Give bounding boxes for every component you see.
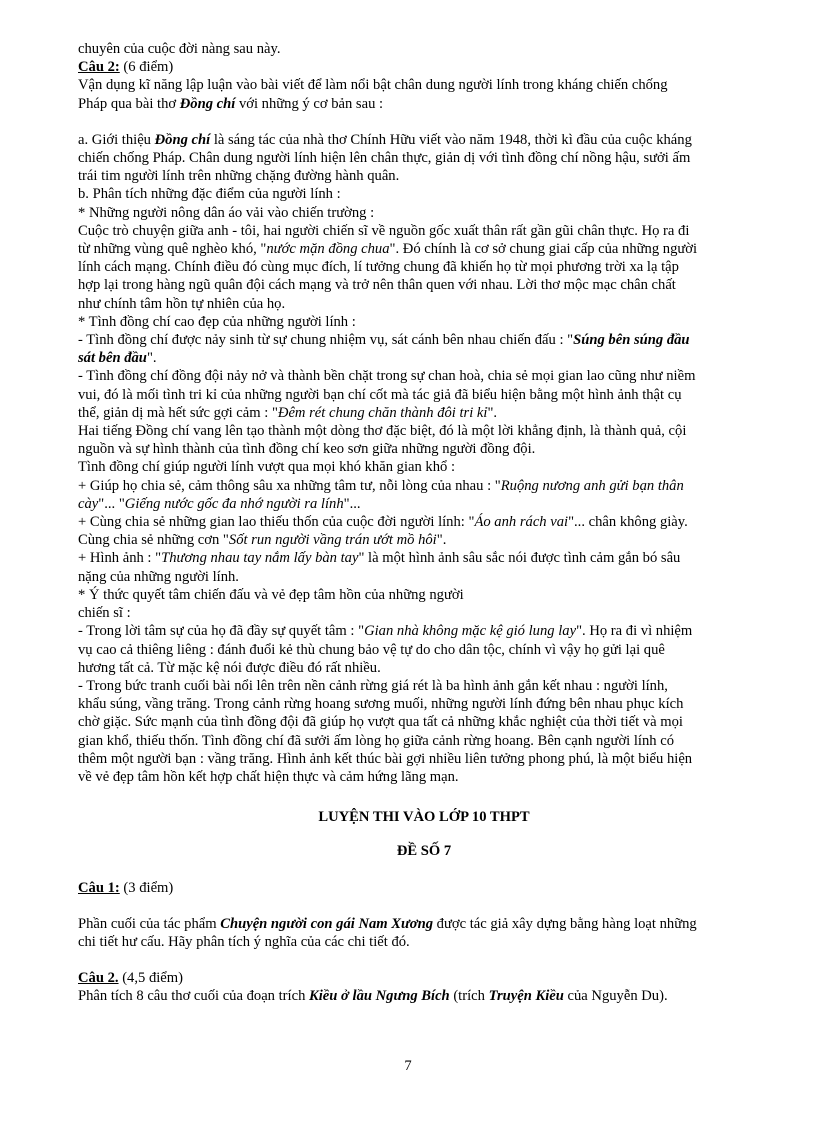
question-heading: Câu 2: (6 điểm) bbox=[78, 59, 174, 76]
text-line: trái tim người lính trên những chặng đường hành quân. bbox=[78, 168, 400, 185]
text-line: - Trong bức tranh cuối bài nổi lên trên nền cảnh rừng giá rét là ba hình ảnh gắn kết nhau : người lính, bbox=[78, 677, 668, 694]
text-line: + Giúp họ chia sẻ, cảm thông sâu xa những tâm tư, nỗi lòng của nhau : "Ruộng nương anh gửi bạn thân bbox=[78, 477, 684, 494]
text-line: gian khổ, thiếu thốn. Tình đồng chí đã sưởi ấm lòng họ giữa cảnh rừng hoang. Bên cạnh người lính có bbox=[78, 732, 674, 749]
text-line: hương tất cả. Từ mặc kệ nói được điều đó rất nhiều. bbox=[78, 659, 381, 676]
text-line: từ những vùng quê nghèo khó, "nước mặn đồng chua". Đó chính là cơ sở chung giai cấp của những người bbox=[78, 241, 698, 258]
text-line: nguồn và sự hình thành của tình đồng chí keo sơn giữa những người đồng đội. bbox=[78, 441, 536, 458]
question-heading: Câu 1: (3 điểm) bbox=[78, 879, 174, 896]
text-line: - Tình đồng chí được nảy sinh từ sự chung nhiệm vụ, sát cánh bên nhau chiến đấu : "Súng bên súng đầu bbox=[78, 332, 690, 349]
text-line: Phần cuối của tác phẩm Chuyện người con gái Nam Xương được tác giả xây dựng bằng hàng loạt những bbox=[78, 915, 697, 932]
text-line: Hai tiếng Đồng chí vang lên tạo thành một dòng thơ đặc biệt, đó là một lời khẳng định, là thành quả, cội bbox=[78, 423, 687, 440]
text-line: Phân tích 8 câu thơ cuối của đoạn trích Kiều ở lầu Ngưng Bích (trích Truyện Kiều của Nguyễn Du). bbox=[78, 988, 668, 1005]
text-line: - Tình đồng chí đồng đội nảy nở và thành bền chặt trong sự chan hoà, chia sẻ mọi gian lao cũng như niềm bbox=[78, 368, 696, 385]
exam-title: LUYỆN THI VÀO LỚP 10 THPT bbox=[318, 809, 530, 826]
text-line: + Hình ảnh : "Thương nhau tay nắm lấy bàn tay" là một hình ảnh sâu sắc nói được tình cảm gắn bó sâu bbox=[78, 550, 681, 567]
text-line: + Cùng chia sẻ những gian lao thiếu thốn của cuộc đời người lính: "Áo anh rách vai"... chân không giày. bbox=[78, 514, 688, 531]
text-line: hợp lại trong hàng ngũ quân đội cách mạng và trở nên thân quen với nhau. Lời thơ mộc mạc chân chất bbox=[78, 277, 676, 294]
text-line: chi tiết hư cấu. Hãy phân tích ý nghĩa của các chi tiết đó. bbox=[78, 933, 410, 950]
text-line: a. Giới thiệu Đồng chí là sáng tác của nhà thơ Chính Hữu viết vào năm 1948, thời kì đầu của cuộc kháng bbox=[78, 131, 692, 148]
text-line: * Tình đồng chí cao đẹp của những người lính : bbox=[78, 313, 356, 330]
text-line: Cuộc trò chuyện giữa anh - tôi, hai người chiến sĩ về nguồn gốc xuất thân rất gần gũi chân thực. Họ ra đi bbox=[78, 222, 690, 239]
text-line: nặng của những người lính. bbox=[78, 568, 239, 585]
page-number: 7 bbox=[404, 1058, 412, 1074]
text-line: Vận dụng kĩ năng lập luận vào bài viết để làm nổi bật chân dung người lính trong kháng chiến chống bbox=[78, 77, 668, 94]
question-heading: Câu 2. (4,5 điểm) bbox=[78, 970, 183, 987]
text-line: chiến chống Pháp. Chân dung người lính hiện lên chân thực, giản dị với tình đồng chí nồng hậu, sưởi ấm bbox=[78, 150, 691, 167]
exam-number: ĐỀ SỐ 7 bbox=[396, 843, 452, 860]
text-line: chiến sĩ : bbox=[78, 605, 131, 622]
document-body bbox=[78, 40, 770, 1006]
text-line: Tình đồng chí giúp người lính vượt qua mọi khó khăn gian khổ : bbox=[78, 459, 456, 476]
text-line: lính cách mạng. Chính điều đó cùng mục đích, lí tưởng chung đã khiến họ từ mọi phương trời xa lạ tập bbox=[78, 259, 679, 276]
text-line: khẩu súng, vầng trăng. Trong cảnh rừng hoang sương muối, những người lính đứng bên nhau phục kích bbox=[78, 696, 684, 713]
text-line: Pháp qua bài thơ Đồng chí với những ý cơ bản sau : bbox=[78, 95, 384, 112]
text-line: thêm một người bạn : vầng trăng. Hình ảnh kết thúc bài gợi nhiều liên tưởng phong phú, là một biểu hiện bbox=[78, 750, 693, 767]
text-line: thể, giản dị mà hết sức gợi cảm : "Đêm rét chung chăn thành đôi tri kỉ". bbox=[78, 404, 498, 421]
text-line: - Trong lời tâm sự của họ đã đầy sự quyết tâm : "Gian nhà không mặc kệ gió lung lay". Họ ra đi vì nhiệm bbox=[78, 623, 693, 640]
text-line: vụ cao cả thiêng liêng : đánh đuổi kẻ thù chung bảo vệ tự do cho dân tộc, chính vì vậy họ gửi lại quê bbox=[78, 641, 665, 658]
text-line: cày"... "Giếng nước gốc đa nhớ người ra lính"... bbox=[78, 495, 361, 512]
text-line: chuyên của cuộc đời nàng sau này. bbox=[78, 41, 281, 57]
text-line: * Ý thức quyết tâm chiến đấu và vẻ đẹp tâm hồn của những người bbox=[78, 586, 464, 603]
text-line: vui, đó là mối tình tri kỉ của những người bạn chí cốt mà tác giả đã biểu hiện bằng một hình ảnh thật cụ bbox=[78, 386, 682, 403]
text-line: Cùng chia sẻ những cơn "Sốt run người vầng trán ướt mồ hôi". bbox=[78, 532, 447, 549]
text-line: về vẻ đẹp tâm hồn kết hợp chất hiện thực và cảm hứng lãng mạn. bbox=[78, 768, 459, 785]
text-line: như chính tâm hồn tự nhiên của họ. bbox=[78, 295, 286, 312]
text-line: chờ giặc. Sức mạnh của tình đồng đội đã giúp họ vượt qua tất cả những khắc nghiệt của thời tiết và mọi bbox=[78, 714, 683, 731]
text-line: b. Phân tích những đặc điểm của người lính : bbox=[78, 186, 341, 203]
text-line: * Những người nông dân áo vải vào chiến trường : bbox=[78, 204, 375, 221]
text-line: sát bên đầu". bbox=[78, 350, 157, 367]
